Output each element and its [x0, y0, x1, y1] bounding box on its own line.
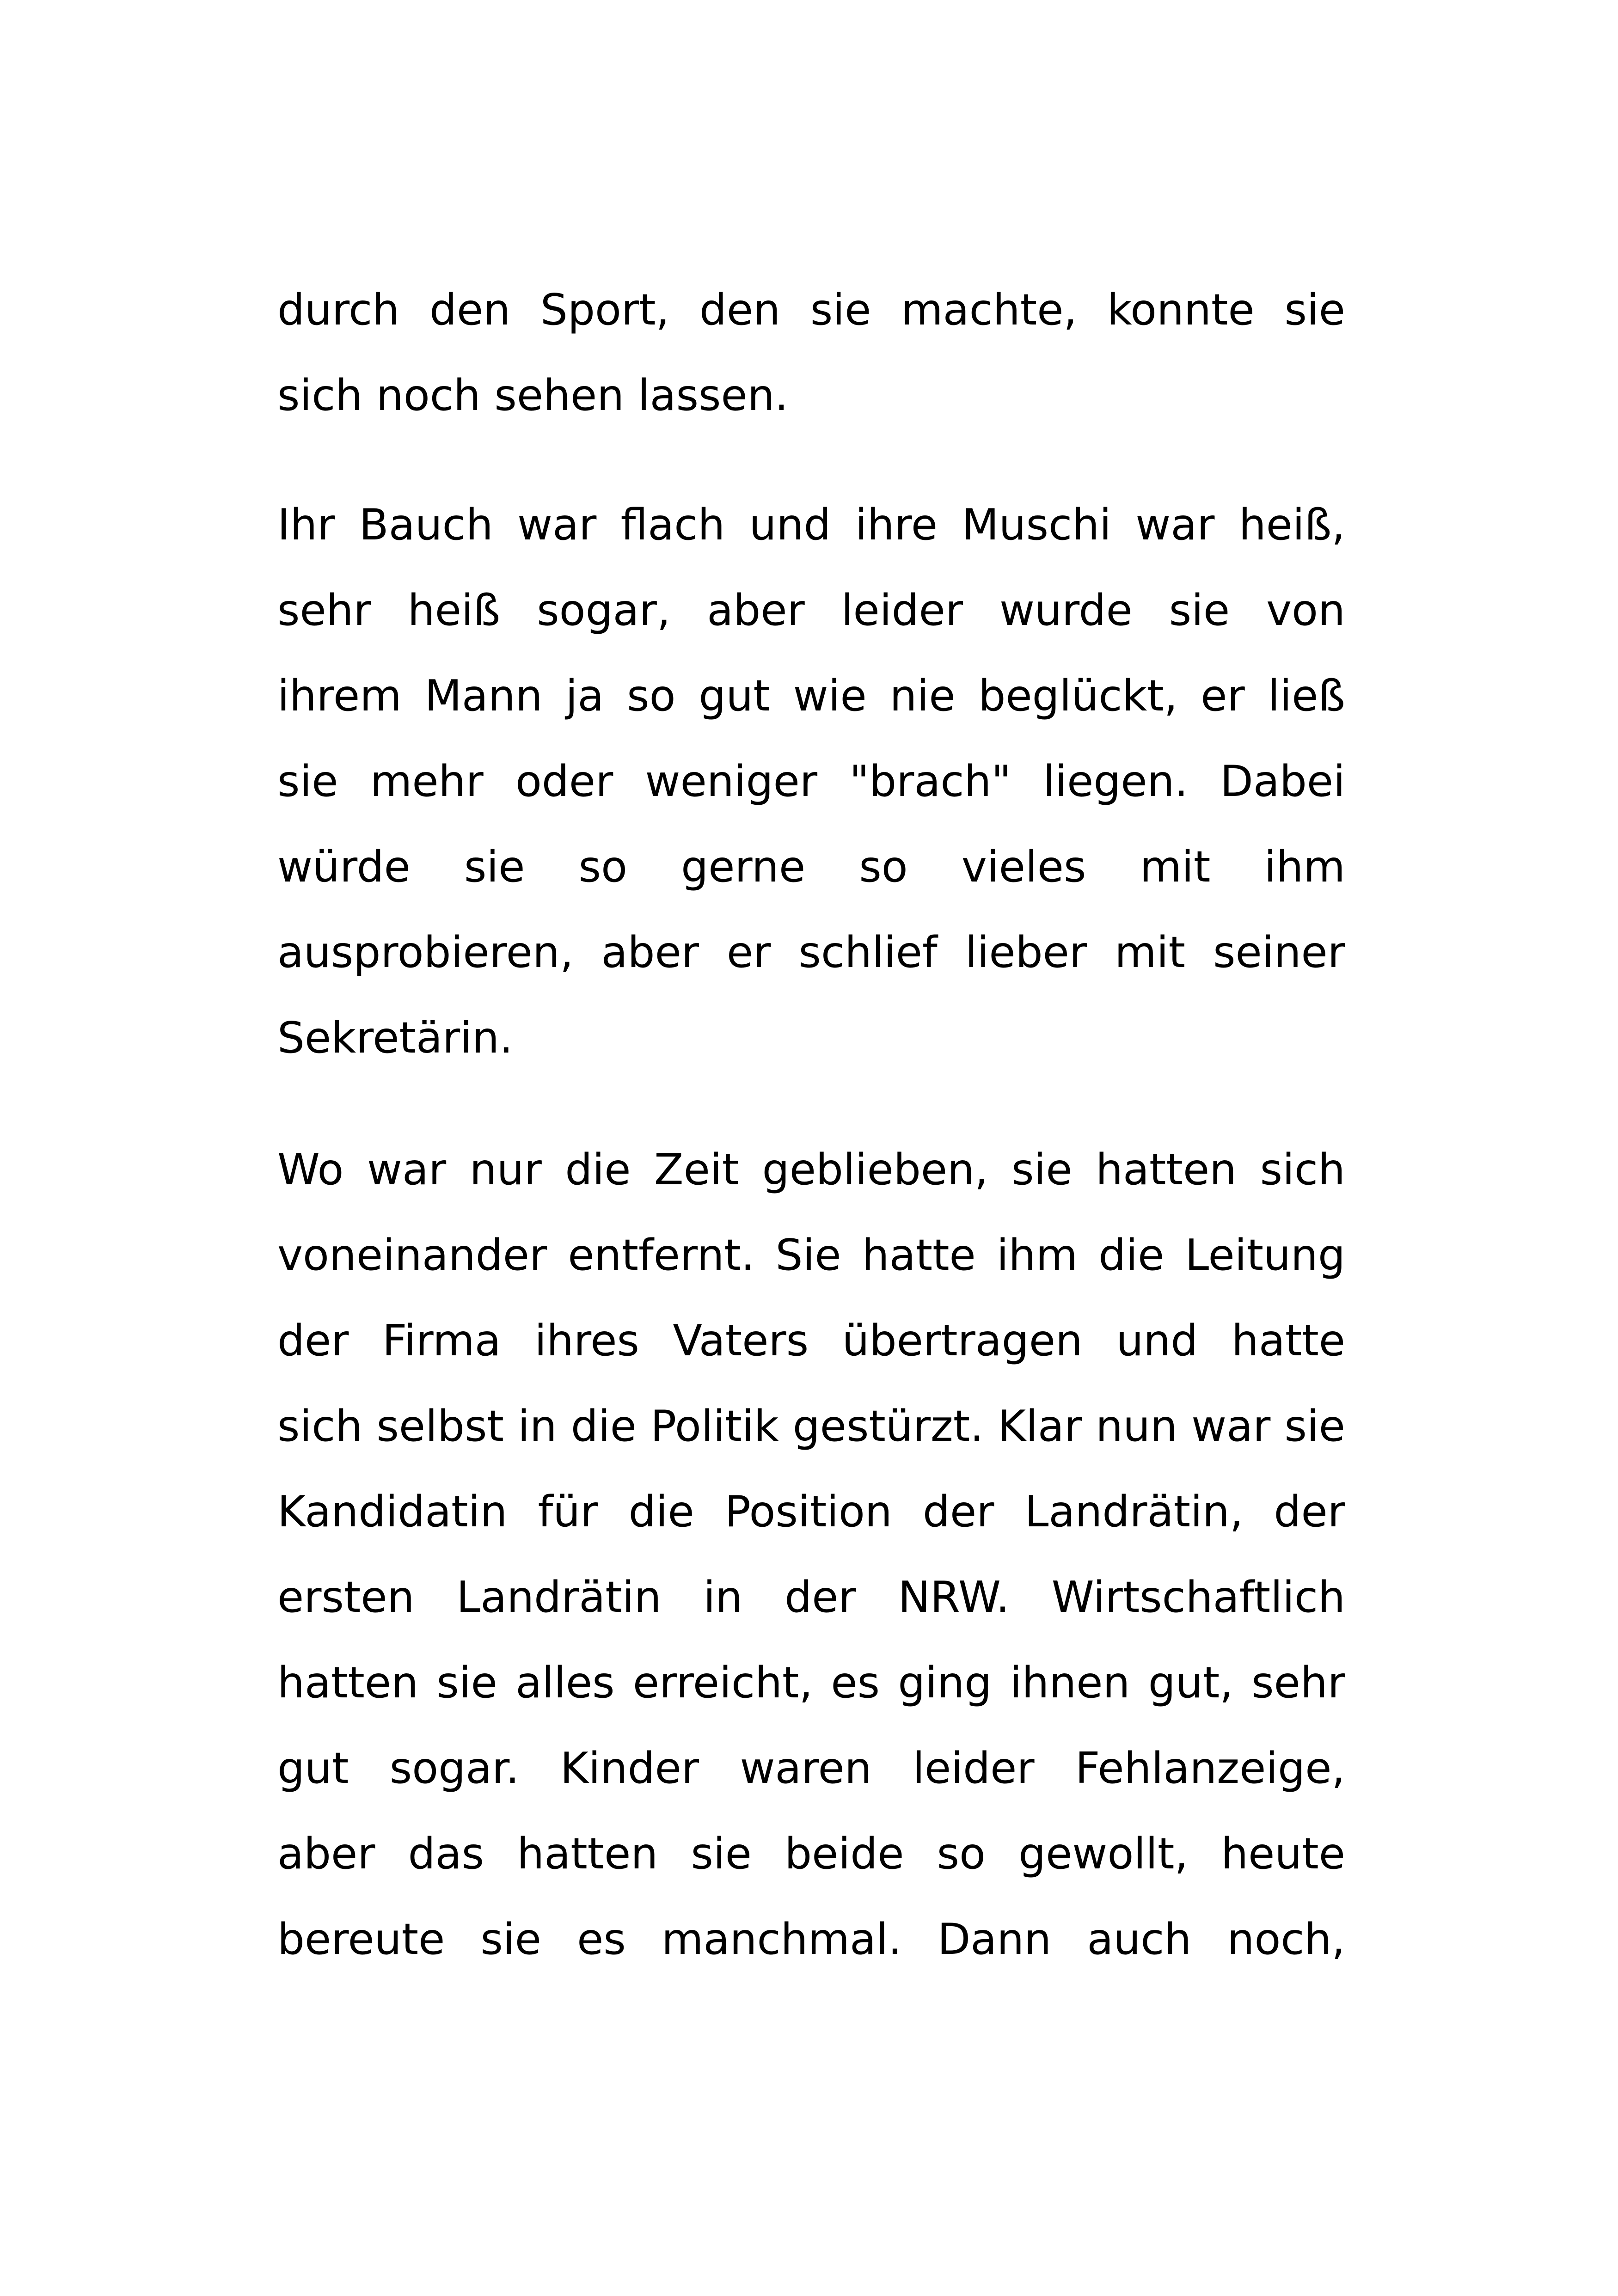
paragraph-3-line-8: gut sogar. Kinder waren leider Fehlanzeige, — [277, 1743, 1345, 1793]
paragraph-2-line-1: Ihr Bauch war flach und ihre Muschi war heiß, — [277, 500, 1345, 550]
paragraph-2-line-5: würde sie so gerne so vieles mit ihm — [277, 842, 1345, 892]
paragraph-3-line-7: hatten sie alles erreicht, es ging ihnen gut, sehr — [277, 1658, 1345, 1708]
paragraph-2-line-7: Sekretärin. — [277, 1013, 513, 1063]
paragraph-1-line-2: sich noch sehen lassen. — [277, 370, 789, 420]
paragraph-3-line-1: Wo war nur die Zeit geblieben, sie hatten sich — [277, 1145, 1345, 1194]
paragraph-3-line-5: Kandidatin für die Position der Landrätin, der — [277, 1487, 1345, 1537]
paragraph-2-line-4: sie mehr oder weniger "brach" liegen. Dabei — [277, 756, 1345, 806]
paragraph-2-line-6: ausprobieren, aber er schlief lieber mit seiner — [277, 927, 1345, 977]
paragraph-3-line-3: der Firma ihres Vaters übertragen und hatte — [277, 1316, 1345, 1365]
paragraph-3-line-2: voneinander entfernt. Sie hatte ihm die Leitung — [277, 1230, 1345, 1280]
paragraph-1-line-1: durch den Sport, den sie machte, konnte sie — [277, 285, 1345, 335]
paragraph-3-line-9: aber das hatten sie beide so gewollt, heute — [277, 1829, 1345, 1879]
paragraph-3-line-6: ersten Landrätin in der NRW. Wirtschaftlich — [277, 1572, 1345, 1622]
paragraph-2-line-3: ihrem Mann ja so gut wie nie beglückt, er ließ — [277, 671, 1345, 721]
paragraph-3-line-10: bereute sie es manchmal. Dann auch noch, — [277, 1914, 1345, 1964]
paragraph-2-line-2: sehr heiß sogar, aber leider wurde sie von — [277, 585, 1345, 635]
paragraph-3-line-4: sich selbst in die Politik gestürzt. Klar nun war sie — [277, 1401, 1345, 1451]
